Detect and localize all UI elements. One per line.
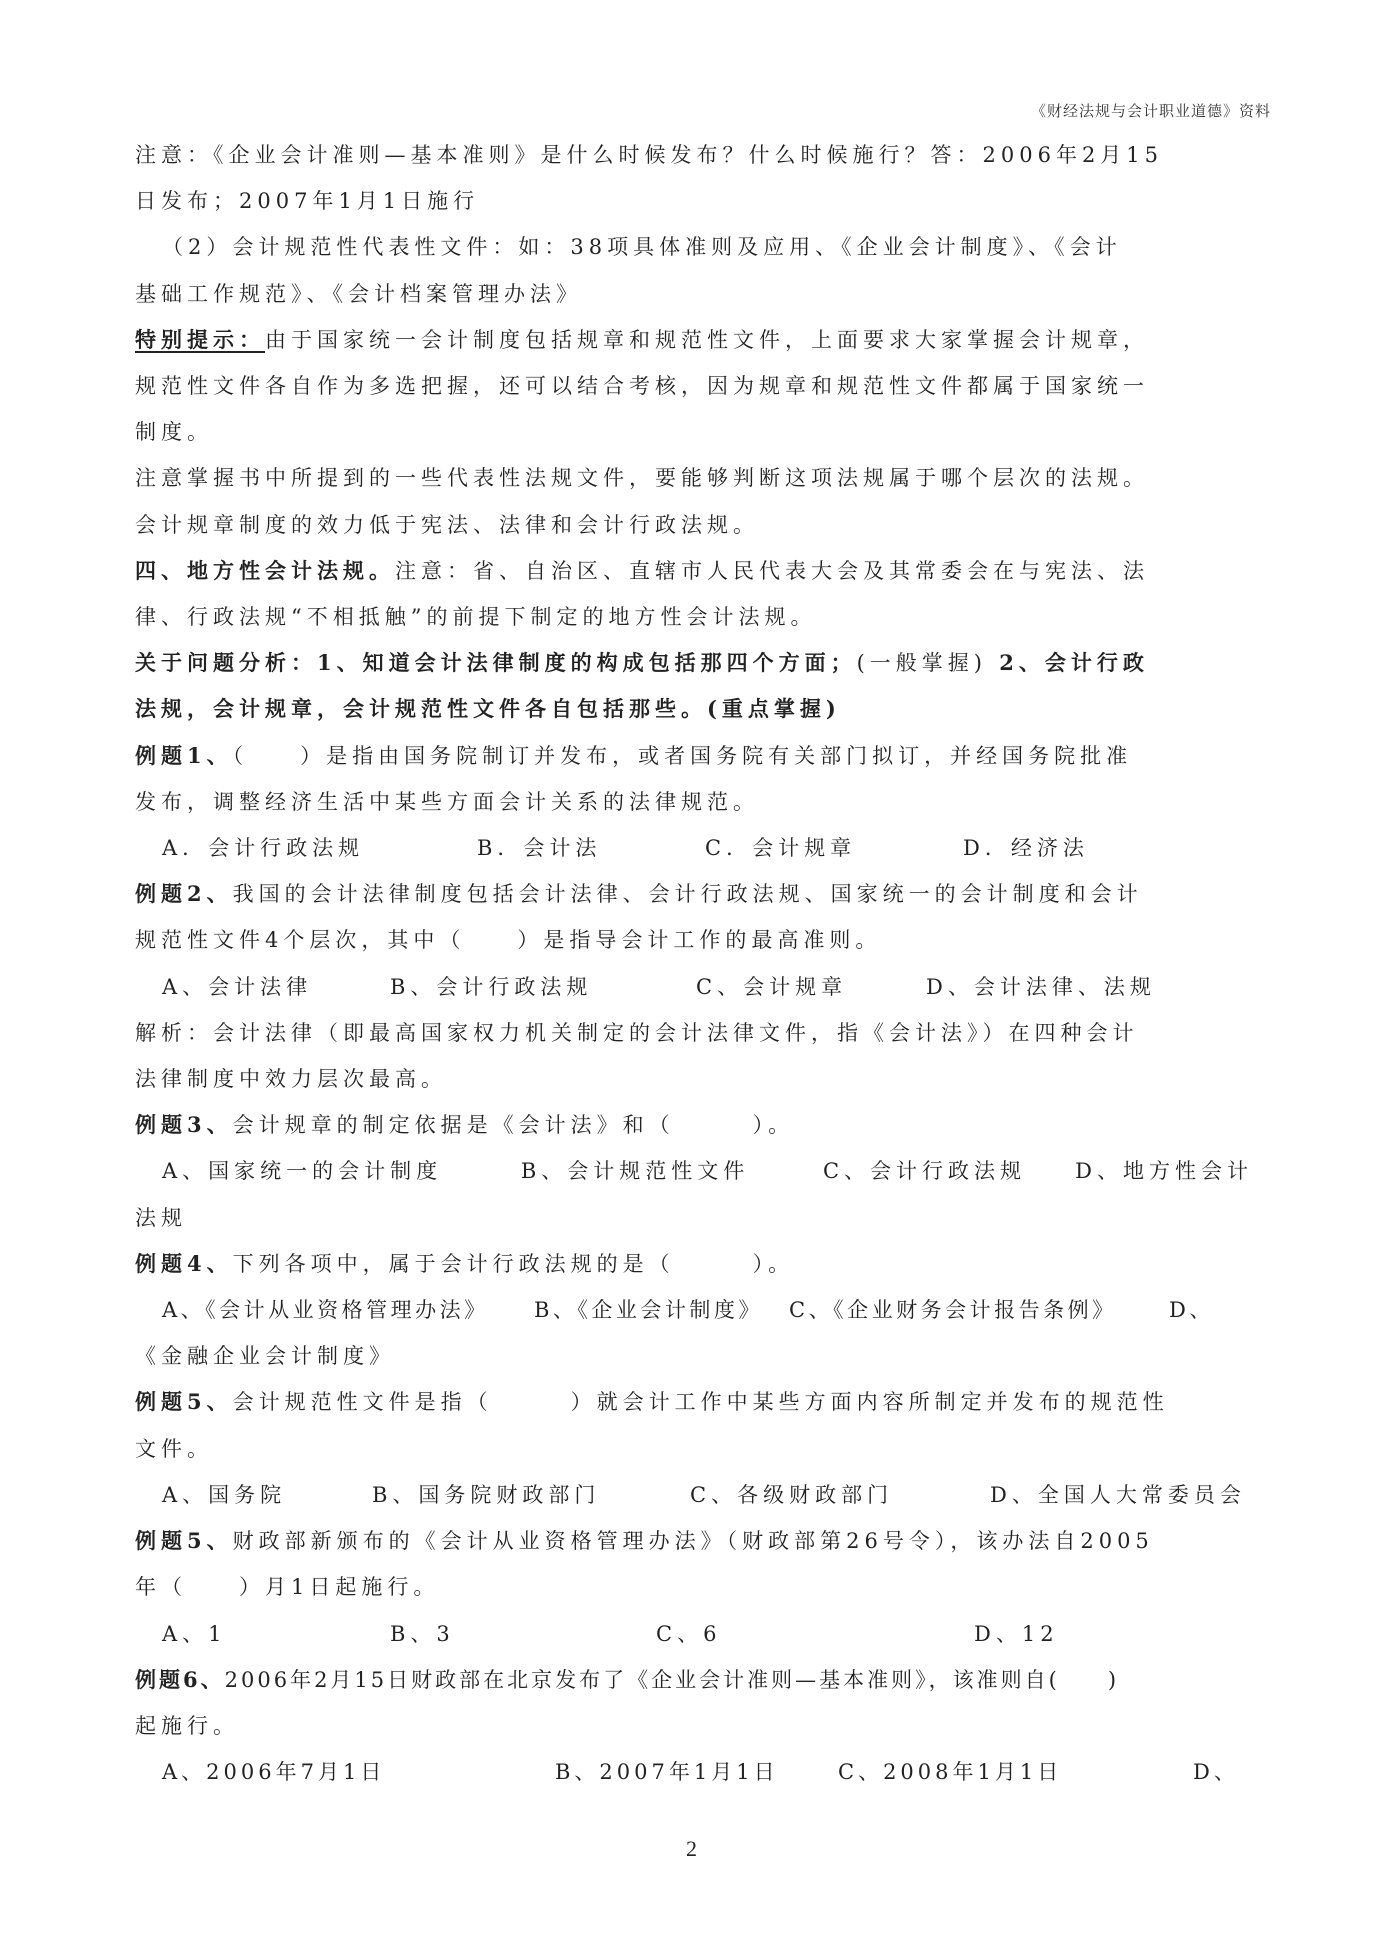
text-line: 规范性文件各自作为多选把握，还可以结合考核，因为规章和规范性文件都属于国家统一 <box>135 374 1149 399</box>
options-row <box>135 964 1253 1010</box>
question-text: 年（ ）月1日起施行。 <box>135 1575 440 1600</box>
options-row <box>135 1749 1253 1795</box>
option-c: C．会计规章 <box>705 836 857 861</box>
option-continuation: 《金融企业会计制度》 <box>135 1344 395 1369</box>
option-d: D、 <box>1169 1298 1214 1323</box>
option-d: D、地方性会计 <box>1075 1159 1253 1184</box>
option-c: C、6 <box>656 1621 722 1646</box>
options-row <box>135 1148 1253 1194</box>
option-c: C、2008年1月1日 <box>838 1760 1063 1785</box>
option-continuation: 法规 <box>135 1205 187 1230</box>
text-line: 制度。 <box>135 420 213 445</box>
question-label: 例题1、 <box>135 742 233 768</box>
question-text: 规范性文件4个层次，其中（ ）是指导会计工作的最高准则。 <box>135 928 882 953</box>
options-row <box>135 1287 1253 1333</box>
option-c: C、各级财政部门 <box>690 1482 894 1507</box>
text-line: 基础工作规范》、《会计档案管理办法》 <box>135 281 582 306</box>
option-b: B、会计规范性文件 <box>520 1159 750 1184</box>
option-a: A、2006年7月1日 <box>162 1760 386 1785</box>
text-line: 注意掌握书中所提到的一些代表性法规文件，要能够判断这项法规属于哪个层次的法规。 <box>135 466 1149 491</box>
option-c: C、会计规章 <box>696 974 848 999</box>
option-a: A、会计法律 <box>162 974 313 999</box>
section-heading-line <box>135 548 1253 594</box>
option-a: A、国务院 <box>162 1482 287 1507</box>
question-text: 会计规范性文件是指（ ）就会计工作中某些方面内容所制定并发布的规范性 <box>232 1390 1169 1415</box>
options-row <box>135 825 1253 871</box>
analysis-text: 解析：会计法律（即最高国家权力机关制定的会计法律文件，指《会计法》）在四种会计 <box>135 1020 1139 1045</box>
text-line: 法规，会计规章，会计规范性文件各自包括那些。(重点掌握) <box>135 696 841 722</box>
question-label: 例题3、 <box>135 1112 233 1138</box>
option-a: A．会计行政法规 <box>162 836 365 861</box>
text-line: 日发布；2007年1月1日施行 <box>135 189 480 214</box>
document-body <box>135 132 1253 1795</box>
question-text: 我国的会计法律制度包括会计法律、会计行政法规、国家统一的会计制度和会计 <box>232 882 1143 907</box>
option-b: B、3 <box>390 1621 455 1646</box>
option-a: A、《会计从业资格管理办法》 <box>162 1298 489 1323</box>
question-6 <box>135 1657 1253 1703</box>
section-heading: 四、地方性会计法规。 <box>135 557 395 583</box>
option-d: D、 <box>1193 1760 1239 1785</box>
question-label: 例题6、 <box>135 1666 225 1692</box>
question-label: 例题5、 <box>135 1389 233 1415</box>
question-5b <box>135 1518 1253 1564</box>
option-a: A、1 <box>162 1621 227 1646</box>
option-b: B．会计法 <box>477 836 602 861</box>
text-line: 律、行政法规“不相抵触”的前提下制定的地方性会计法规。 <box>135 605 817 630</box>
option-b: B、2007年1月1日 <box>555 1760 779 1785</box>
options-row <box>135 1611 1253 1657</box>
question-5 <box>135 1379 1253 1425</box>
option-d: D、12 <box>974 1621 1059 1646</box>
option-b: B、《企业会计制度》 <box>534 1298 763 1323</box>
question-text: 发布，调整经济生活中某些方面会计关系的法律规范。 <box>135 789 759 814</box>
option-b: B、国务院财政部门 <box>372 1482 601 1507</box>
question-text: 财政部新颁布的《会计从业资格管理办法》（财政部第26号令），该办法自2005 <box>232 1529 1154 1554</box>
question-label: 例题4、 <box>135 1250 233 1276</box>
question-text: 会计规章的制定依据是《会计法》和（ ）。 <box>232 1113 795 1138</box>
bold-span: 2、会计行政 <box>987 650 1149 676</box>
text-line: 注意：《企业会计准则—基本准则》是什么时候发布？什么时候施行？答：2006年2月15 <box>135 143 1164 167</box>
option-b: B、会计行政法规 <box>390 974 593 999</box>
question-label: 例题5、 <box>135 1528 233 1554</box>
special-note-line <box>135 317 1253 363</box>
option-d: D．经济法 <box>963 836 1089 861</box>
page-header: 《财经法规与会计职业道德》资料 <box>1030 102 1271 120</box>
bold-span: 关于问题分析：1、知道会计法律制度的构成包括那四个方面； <box>135 650 857 676</box>
question-text: 起施行。 <box>135 1713 239 1738</box>
question-text: （ ）是指由国务院制订并发布，或者国务院有关部门拟订，并经国务院批准 <box>232 743 1133 768</box>
text-line: 会计规章制度的效力低于宪法、法律和会计行政法规。 <box>135 512 759 537</box>
question-3 <box>135 1102 1253 1148</box>
text-span: 由于国家统一会计制度包括规章和规范性文件，上面要求大家掌握会计规章， <box>265 327 1149 352</box>
special-note-label: 特别提示： <box>135 326 265 352</box>
text-line: （2）会计规范性代表性文件：如：38项具体准则及应用、《企业会计制度》、《会计 <box>162 235 1122 260</box>
question-text: 下列各项中，属于会计行政法规的是（ ）。 <box>232 1251 795 1276</box>
analysis-text: 法律制度中效力层次最高。 <box>135 1067 447 1092</box>
text-span: (一般掌握) <box>856 651 987 676</box>
question-2 <box>135 871 1253 917</box>
option-c: C、会计行政法规 <box>822 1159 1027 1184</box>
options-row <box>135 1472 1253 1518</box>
option-d: D、全国人大常委员会 <box>990 1482 1246 1507</box>
question-4 <box>135 1241 1253 1287</box>
option-c: C、《企业财务会计报告条例》 <box>789 1298 1117 1323</box>
question-text: 文件。 <box>135 1436 213 1461</box>
text-span: 注意：省、自治区、直辖市人民代表大会及其常委会在与宪法、法 <box>395 558 1149 583</box>
question-label: 例题2、 <box>135 881 233 907</box>
option-d: D、会计法律、法规 <box>926 974 1156 999</box>
question-1 <box>135 733 1253 779</box>
option-a: A、国家统一的会计制度 <box>162 1159 443 1184</box>
analysis-line <box>135 640 1253 686</box>
page-number: 2 <box>686 1836 697 1861</box>
question-text: 2006年2月15日财政部在北京发布了《企业会计准则—基本准则》，该准则自( ) <box>224 1667 1120 1692</box>
